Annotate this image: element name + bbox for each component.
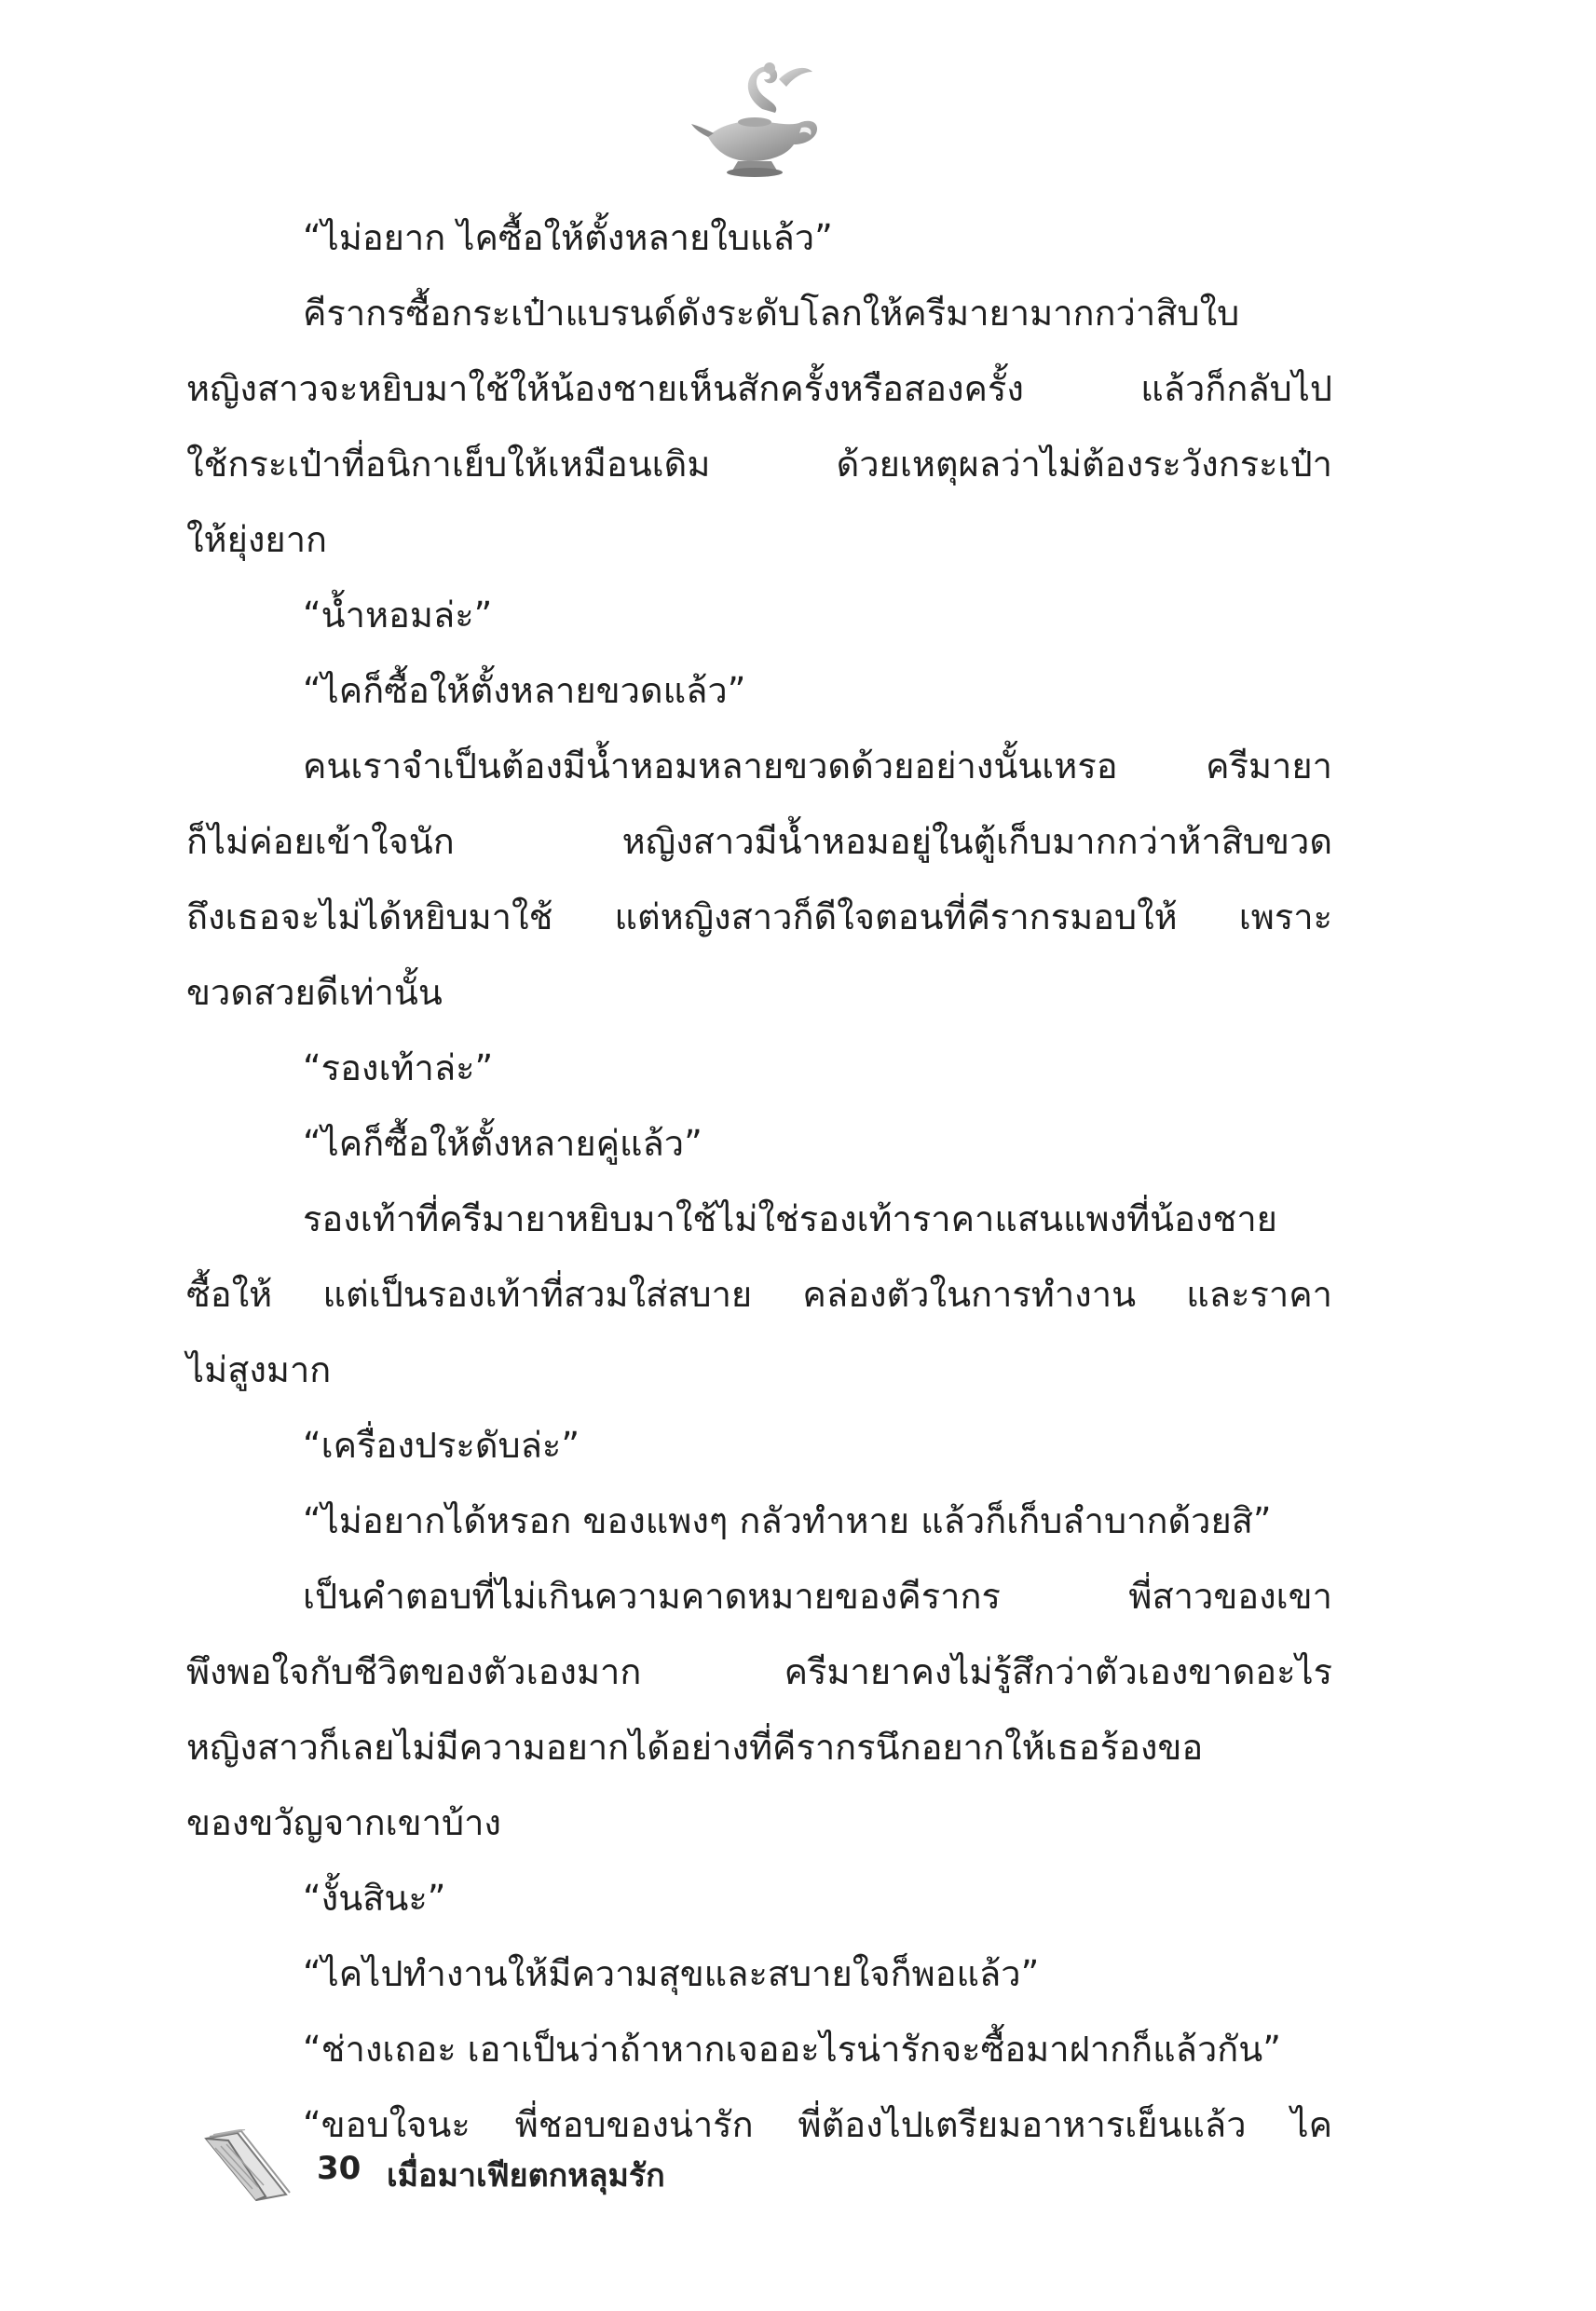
text-line: คีรากรซื้อกระเป๋าแบรนด์ดังระดับโลกให้ครีมายามากกว่าสิบใบ [303,293,1240,334]
text-line: ให้ยุ่งยาก [186,519,328,560]
text-line: “เครื่องประดับล่ะ” [303,1425,580,1466]
text-line: พึงพอใจกับชีวิตของตัวเองมาก ครีมายาคงไม่รู้สึกว่าตัวเองขาดอะไร [186,1651,1332,1692]
text-line: “ไคไปทำงานให้มีความสุขและสบายใจก็พอแล้ว” [303,1953,1040,1994]
text-line: ขวดสวยดีเท่านั้น [186,972,443,1013]
text-line: “ไม่อยาก ไคซื้อให้ตั้งหลายใบแล้ว” [303,217,833,258]
genie-lamp-icon [689,51,829,182]
text-line: “รองเท้าล่ะ” [303,1047,494,1088]
text-line: ใช้กระเป๋าที่อนิกาเย็บให้เหมือนเดิม ด้วยเหตุผลว่าไม่ต้องระวังกระเป๋า [186,444,1332,485]
text-line: ซื้อให้ แต่เป็นรองเท้าที่สวมใส่สบาย คล่องตัวในการทำงาน และราคา [186,1274,1332,1315]
text-line: หญิงสาวจะหยิบมาใช้ให้น้องชายเห็นสักครั้งหรือสองครั้ง แล้วก็กลับไป [186,368,1332,409]
text-line: หญิงสาวก็เลยไม่มีความอยากได้อย่างที่คีรากรนึกอยากให้เธอร้องขอ [186,1727,1204,1768]
text-line: “ขอบใจนะ พี่ชอบของน่ารัก พี่ต้องไปเตรียมอาหารเย็นแล้ว ไค [303,2104,1332,2145]
text-line: ไม่สูงมาก [186,1349,332,1390]
book-pages-icon [200,2129,293,2204]
book-title: เมื่อมาเฟียตกหลุมรัก [387,2157,665,2195]
text-line: ถึงเธอจะไม่ได้หยิบมาใช้ แต่หญิงสาวก็ดีใจตอนที่คีรากรมอบให้ เพราะ [186,896,1332,937]
text-line: เป็นคำตอบที่ไม่เกินความคาดหมายของคีรากร พี่สาวของเขา [303,1576,1332,1617]
page-number: 30 [317,2150,361,2187]
text-line: “งั้นสินะ” [303,1878,446,1919]
page-footer [200,2129,1039,2213]
text-line: คนเราจำเป็นต้องมีน้ำหอมหลายขวดด้วยอย่างนั้นเหรอ ครีมายา [303,745,1332,786]
text-line: “ไคก็ซื้อให้ตั้งหลายคู่แล้ว” [303,1123,703,1164]
text-line: “ช่างเถอะ เอาเป็นว่าถ้าหากเจออะไรน่ารักจะซื้อมาฝากก็แล้วกัน” [303,2029,1281,2070]
text-line: “ไม่อยากได้หรอก ของแพงๆ กลัวทำหาย แล้วก็เก็บลำบากด้วยสิ” [303,1500,1272,1541]
text-line: “น้ำหอมล่ะ” [303,595,493,636]
text-line: รองเท้าที่ครีมายาหยิบมาใช้ไม่ใช่รองเท้าราคาแสนแพงที่น้องชาย [303,1198,1277,1239]
text-line: “ไคก็ซื้อให้ตั้งหลายขวดแล้ว” [303,670,746,711]
body-text [186,200,1332,2163]
text-line: ของขวัญจากเขาบ้าง [186,1802,501,1843]
text-line: ก็ไม่ค่อยเข้าใจนัก หญิงสาวมีน้ำหอมอยู่ในตู้เก็บมากกว่าห้าสิบขวด [186,821,1332,862]
